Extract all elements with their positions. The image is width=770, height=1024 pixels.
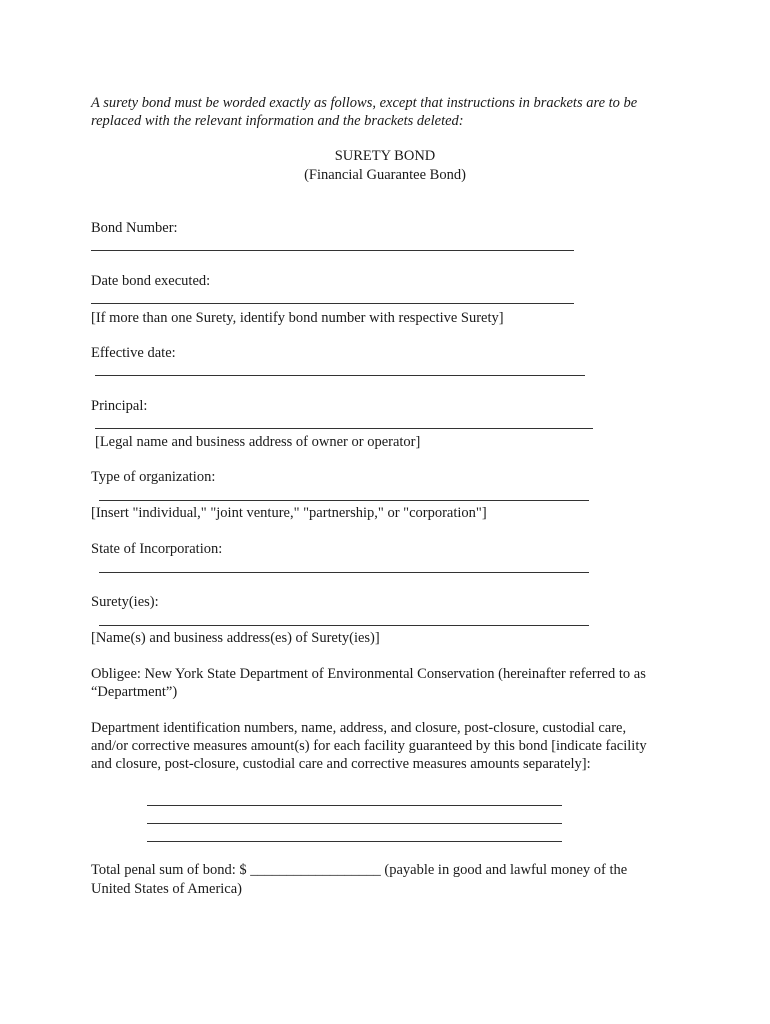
date-executed-label: Date bond executed: (91, 273, 211, 289)
state-incorporation-field[interactable] (99, 572, 589, 573)
document-title: SURETY BOND (334, 148, 436, 164)
department-line-1: Department identification numbers, name, address, and closure, post-closure, custodial care, (91, 720, 627, 736)
intro-line-1: A surety bond must be worded exactly as follows, except that instructions in brackets are to be (91, 95, 638, 111)
state-incorporation-label: State of Incorporation: (91, 541, 223, 557)
department-line-3: and closure, post-closure, custodial care and corrective measures amounts separately]: (91, 756, 591, 772)
principal-label: Principal: (91, 398, 148, 414)
sureties-note: [Name(s) and business address(es) of Surety(ies)] (91, 630, 380, 646)
obligee-line-1: Obligee: New York State Department of Environmental Conservation (hereinafter referred to as (91, 666, 646, 682)
principal-note: [Legal name and business address of owner or operator] (95, 434, 421, 450)
sureties-label: Surety(ies): (91, 594, 159, 610)
effective-date-label: Effective date: (91, 345, 176, 361)
principal-field[interactable] (95, 428, 593, 429)
facility-field-2[interactable] (147, 823, 562, 824)
bond-number-label: Bond Number: (91, 220, 178, 236)
org-type-note: [Insert "individual," "joint venture," "partnership," or "corporation"] (91, 505, 487, 521)
obligee-line-2: “Department”) (91, 684, 178, 700)
facility-field-3[interactable] (147, 841, 562, 842)
penal-sum-line-2: United States of America) (91, 881, 242, 897)
bond-number-field[interactable] (91, 250, 574, 251)
org-type-field[interactable] (99, 500, 589, 501)
effective-date-field[interactable] (95, 375, 585, 376)
penal-sum-line-1: Total penal sum of bond: $ __________________ (payable in good and lawful money of the (91, 862, 628, 878)
sureties-field[interactable] (99, 625, 589, 626)
department-line-2: and/or corrective measures amount(s) for each facility guaranteed by this bond [indicate facility (91, 738, 647, 754)
org-type-label: Type of organization: (91, 469, 216, 485)
date-executed-note: [If more than one Surety, identify bond number with respective Surety] (91, 310, 504, 326)
facility-field-1[interactable] (147, 805, 562, 806)
date-executed-field[interactable] (91, 303, 574, 304)
document-subtitle: (Financial Guarantee Bond) (304, 167, 466, 183)
intro-line-2: replaced with the relevant information and the brackets deleted: (91, 113, 464, 129)
